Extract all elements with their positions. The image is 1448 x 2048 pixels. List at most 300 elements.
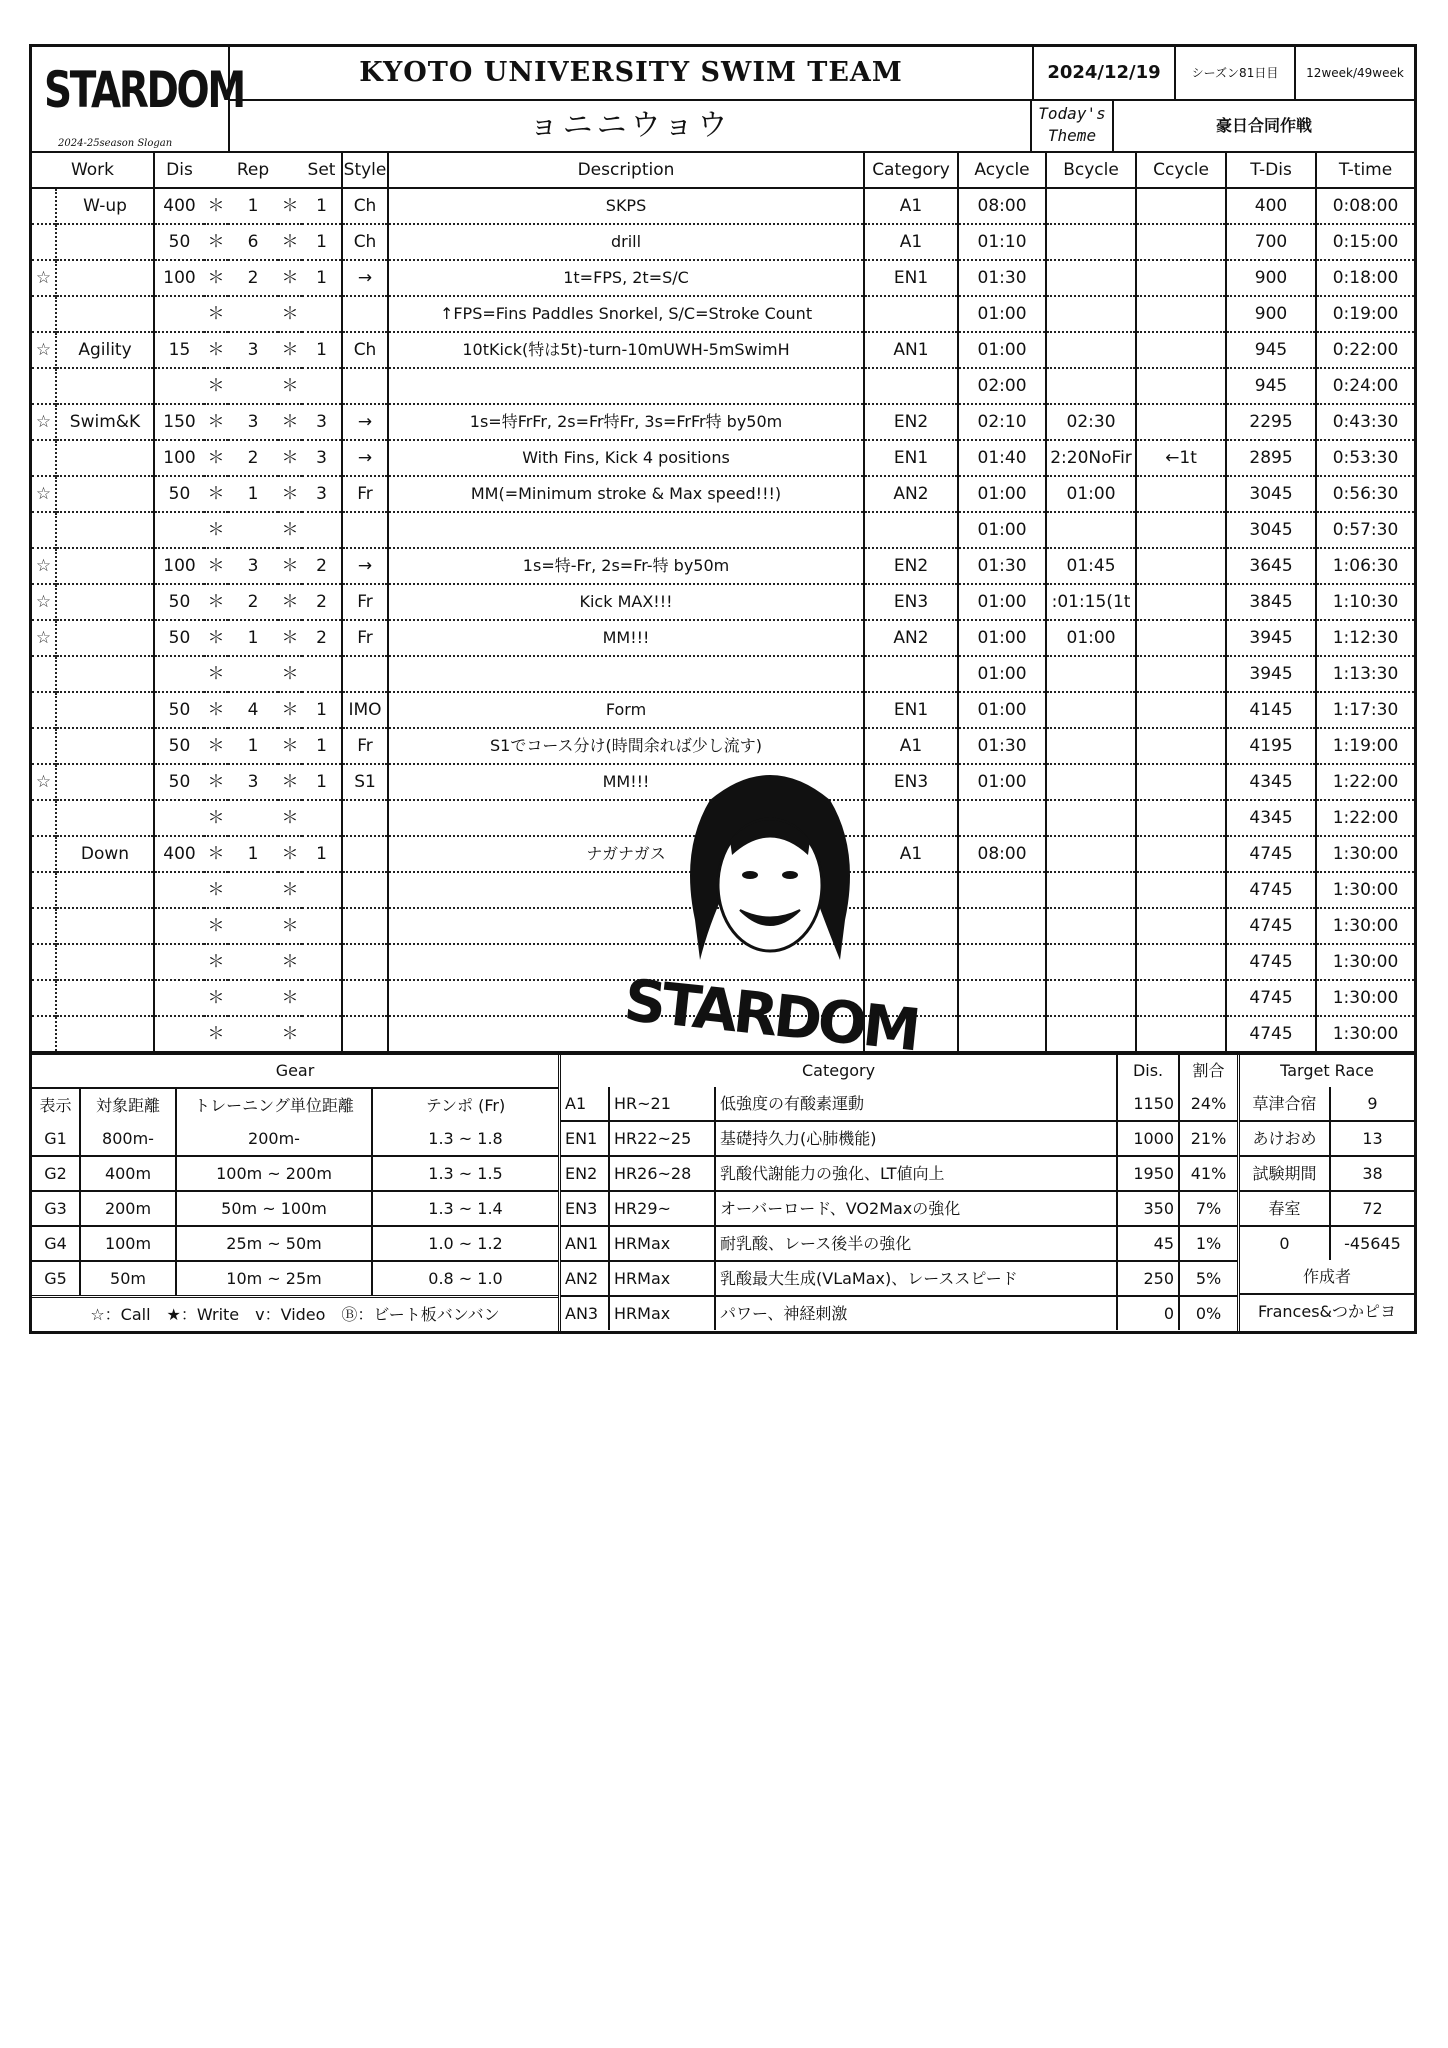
cell-x2: ＊ (281, 664, 299, 684)
cell-desc (388, 512, 864, 548)
cell-a: 01:00 (958, 656, 1046, 692)
category-cell: HRMax (609, 1296, 715, 1330)
cell-ttime: 1:30:00 (1332, 988, 1399, 1008)
cell-cat: AN2 (864, 476, 958, 512)
cell-set: 1 (302, 188, 342, 224)
col-ttime: T-time (1338, 160, 1393, 180)
cell-mark: ☆ (32, 260, 56, 296)
category-cell: AN1 (561, 1226, 609, 1261)
cell-a: 01:00 (958, 296, 1046, 332)
cell-c (1136, 260, 1226, 296)
cell-ttime: 1:30:00 (1332, 844, 1399, 864)
cell-style (342, 656, 388, 692)
gear-cell: 1.3 ~ 1.4 (372, 1191, 558, 1226)
cell-cat: EN2 (864, 404, 958, 440)
cell-style: → (342, 404, 388, 440)
cell-rep: 4 (247, 700, 259, 720)
cell-style (342, 296, 388, 332)
gear-cell: G1 (32, 1122, 80, 1156)
cell-mark (32, 908, 56, 944)
col-work: Work (32, 153, 154, 188)
category-cell: 21% (1179, 1121, 1237, 1156)
cell-work (56, 368, 154, 404)
cell-desc: ↑FPS=Fins Paddles Snorkel, S/C=Stroke Count (388, 296, 864, 332)
cell-ttime: 0:56:30 (1332, 484, 1399, 504)
cell-cat: EN2 (864, 548, 958, 584)
cell-cat: A1 (864, 188, 958, 224)
cell-ttime: 1:17:30 (1332, 700, 1399, 720)
cell-mark: ☆ (32, 620, 56, 656)
gear-cell: 1.3 ~ 1.8 (372, 1122, 558, 1156)
cell-x2: ＊ (281, 916, 299, 936)
cell-mark (32, 1016, 56, 1052)
cell-x1: ＊ (207, 340, 225, 360)
table-row (32, 224, 1414, 260)
cell-work (56, 800, 154, 836)
table-row (32, 548, 1414, 584)
gear-row (32, 1261, 558, 1297)
cell-ttime: 0:18:00 (1332, 268, 1399, 288)
cell-mark (32, 980, 56, 1016)
cell-style: → (342, 548, 388, 584)
col-tdis: T-Dis (1226, 153, 1316, 188)
cell-work (56, 584, 154, 620)
cell-c (1136, 872, 1226, 908)
cell-mark (32, 728, 56, 764)
cell-x1: ＊ (207, 484, 225, 504)
gear-cell: 400m (80, 1156, 176, 1191)
cell-work (56, 980, 154, 1016)
cell-x2: ＊ (281, 340, 299, 360)
category-cell: AN3 (561, 1296, 609, 1330)
cell-set (302, 908, 342, 944)
race-cell: 草津合宿 (1240, 1087, 1330, 1121)
workout-sheet (29, 44, 1417, 1334)
gear-row (32, 1191, 558, 1226)
cell-x1: ＊ (207, 664, 225, 684)
race-cell: 9 (1330, 1087, 1414, 1121)
race-row (1240, 1087, 1414, 1121)
cell-rep: 3 (247, 340, 259, 360)
cell-a: 02:10 (958, 404, 1046, 440)
cell-set: 3 (302, 440, 342, 476)
cell-desc: With Fins, Kick 4 positions (388, 440, 864, 476)
gear-cell: G5 (32, 1261, 80, 1297)
cell-style: IMO (342, 692, 388, 728)
col-style: Style (342, 153, 388, 188)
date: 2024/12/19 (1034, 47, 1176, 99)
gear-cell: 1.0 ~ 1.2 (372, 1226, 558, 1261)
race-cell: 38 (1330, 1156, 1414, 1191)
cell-tdis: 4345 (1226, 800, 1316, 836)
cell-dis: 50 (168, 592, 191, 612)
cell-work (56, 620, 154, 656)
race-cell: 0 (1240, 1226, 1330, 1260)
category-cell: 基礎持久力(心肺機能) (715, 1121, 1117, 1156)
cell-x1: ＊ (207, 268, 225, 288)
cell-ttime: 1:30:00 (1332, 916, 1399, 936)
race-row (1240, 1156, 1414, 1191)
race-cell: あけおめ (1240, 1121, 1330, 1156)
gear-cell: 50m (80, 1261, 176, 1297)
gear-row (32, 1122, 558, 1156)
cell-rep (228, 1016, 278, 1052)
category-cell: HR22~25 (609, 1121, 715, 1156)
cell-x2: ＊ (281, 736, 299, 756)
table-row (32, 476, 1414, 512)
cell-x2: ＊ (281, 520, 299, 540)
cell-x2: ＊ (281, 1024, 299, 1044)
category-cell: 1000 (1117, 1121, 1179, 1156)
cell-set: 1 (302, 764, 342, 800)
cell-x2: ＊ (281, 880, 299, 900)
cell-rep: 1 (247, 736, 259, 756)
cell-a: 01:00 (958, 476, 1046, 512)
col-dis: Dis (166, 160, 193, 180)
cell-style (342, 980, 388, 1016)
cell-set (302, 1016, 342, 1052)
category-row (561, 1261, 1237, 1296)
cell-b (1046, 944, 1136, 980)
cell-dis: 15 (168, 340, 191, 360)
cell-b: 2:20NoFir (1046, 440, 1136, 476)
cell-ttime: 1:30:00 (1332, 952, 1399, 972)
cell-style: → (342, 440, 388, 476)
cell-tdis: 4745 (1226, 980, 1316, 1016)
cell-c (1136, 368, 1226, 404)
category-cell: EN2 (561, 1156, 609, 1191)
col-acycle: Acycle (958, 153, 1046, 188)
cell-style: Fr (342, 620, 388, 656)
gear-h-unit: トレーニング単位距離 (176, 1088, 372, 1122)
race-cell: 春室 (1240, 1191, 1330, 1226)
cell-style (342, 908, 388, 944)
gear-cell: 0.8 ~ 1.0 (428, 1269, 503, 1288)
cell-ttime: 1:22:00 (1332, 808, 1399, 828)
cell-mark (32, 944, 56, 980)
cell-tdis: 3945 (1226, 620, 1316, 656)
cell-work (56, 224, 154, 260)
cell-dis (154, 368, 204, 404)
category-cell: 1% (1179, 1226, 1237, 1261)
cell-b (1046, 908, 1136, 944)
cell-a: 01:00 (958, 512, 1046, 548)
cell-x1: ＊ (207, 196, 225, 216)
race-row (1240, 1226, 1414, 1260)
cell-mark: ☆ (32, 404, 56, 440)
category-cell: パワー、神経刺激 (715, 1296, 1117, 1330)
race-title: Target Race (1280, 1061, 1374, 1080)
cell-x2: ＊ (281, 628, 299, 648)
cell-a: 01:00 (958, 620, 1046, 656)
cell-style (342, 872, 388, 908)
gear-cell: 100m (80, 1226, 176, 1261)
category-row (561, 1121, 1237, 1156)
cell-work (56, 728, 154, 764)
cell-desc: Form (388, 692, 864, 728)
cell-b (1046, 224, 1136, 260)
cell-rep (228, 908, 278, 944)
cell-c (1136, 692, 1226, 728)
cell-x1: ＊ (207, 376, 225, 396)
cell-cat: EN3 (864, 584, 958, 620)
cell-set (302, 872, 342, 908)
race-cell: -45645 (1344, 1234, 1401, 1253)
cell-tdis: 3945 (1226, 656, 1316, 692)
gear-h-tempo: テンポ (Fr) (425, 1096, 506, 1115)
cell-x2: ＊ (281, 952, 299, 972)
logo-box (32, 47, 244, 151)
cell-tdis: 4195 (1226, 728, 1316, 764)
cell-a: 01:40 (958, 440, 1046, 476)
col-bcycle: Bcycle (1046, 153, 1136, 188)
cell-rep: 3 (247, 412, 259, 432)
cell-tdis: 945 (1226, 368, 1316, 404)
cell-dis: 400 (163, 196, 196, 216)
cell-set: 3 (302, 476, 342, 512)
cell-x1: ＊ (207, 556, 225, 576)
cell-b (1046, 1016, 1136, 1052)
cell-c (1136, 296, 1226, 332)
category-cell: AN2 (561, 1261, 609, 1296)
cell-ttime: 1:19:00 (1332, 736, 1399, 756)
category-row (561, 1156, 1237, 1191)
cell-ttime: 1:30:00 (1332, 880, 1399, 900)
category-pct-header: 割合 (1192, 1061, 1225, 1080)
cell-x2: ＊ (281, 196, 299, 216)
category-cell: 45 (1117, 1226, 1179, 1261)
cell-a: 01:00 (958, 692, 1046, 728)
cell-x2: ＊ (281, 268, 299, 288)
cell-desc: 1t=FPS, 2t=S/C (388, 260, 864, 296)
cell-mark: ☆ (32, 476, 56, 512)
cell-tdis: 3645 (1226, 548, 1316, 584)
gear-h-label: 表示 (32, 1088, 80, 1122)
cell-a: 08:00 (958, 188, 1046, 224)
cell-dis (154, 908, 204, 944)
cell-x2: ＊ (281, 484, 299, 504)
cell-tdis: 4345 (1226, 764, 1316, 800)
cell-rep: 1 (247, 628, 259, 648)
cell-tdis: 400 (1226, 188, 1316, 224)
cell-rep (228, 296, 278, 332)
summary-section (32, 1053, 1414, 1331)
cell-set: 2 (302, 584, 342, 620)
cell-ttime: 0:57:30 (1332, 520, 1399, 540)
cell-b (1046, 872, 1136, 908)
cell-desc (388, 656, 864, 692)
team-title: KYOTO UNIVERSITY SWIM TEAM (230, 47, 1034, 99)
cell-cat: EN1 (864, 260, 958, 296)
cell-cat (864, 512, 958, 548)
cell-ttime: 1:10:30 (1332, 592, 1399, 612)
cell-x1: ＊ (207, 880, 225, 900)
gear-cell: 50m ~ 100m (176, 1191, 372, 1226)
cell-style: Fr (342, 584, 388, 620)
cell-c (1136, 764, 1226, 800)
cell-desc: MM!!! (388, 764, 864, 800)
cell-x2: ＊ (281, 808, 299, 828)
gear-cell: 200m (80, 1191, 176, 1226)
today-theme-label: Today's Theme (1032, 101, 1114, 151)
cell-mark: ☆ (32, 332, 56, 368)
cell-c (1136, 476, 1226, 512)
category-row (561, 1191, 1237, 1226)
cell-mark (32, 872, 56, 908)
cell-work (56, 656, 154, 692)
cell-c (1136, 728, 1226, 764)
cell-work: W-up (56, 188, 154, 224)
category-row (561, 1296, 1237, 1330)
category-cell: 乳酸最大生成(VLaMax)、レーススピード (715, 1261, 1117, 1296)
cell-b: 02:30 (1046, 404, 1136, 440)
cell-cat: AN1 (864, 332, 958, 368)
cell-rep: 3 (247, 556, 259, 576)
cell-tdis: 3045 (1226, 476, 1316, 512)
cell-dis: 400 (163, 844, 196, 864)
cell-b (1046, 296, 1136, 332)
cell-style (342, 1016, 388, 1052)
cell-mark (32, 224, 56, 260)
cell-x2: ＊ (281, 412, 299, 432)
cell-ttime: 0:22:00 (1332, 340, 1399, 360)
category-cell: 24% (1179, 1087, 1237, 1121)
cell-x2: ＊ (281, 772, 299, 792)
sheet-header (32, 47, 1414, 153)
cell-x2: ＊ (281, 304, 299, 324)
cell-set (302, 656, 342, 692)
gear-h-target: 対象距離 (80, 1088, 176, 1122)
cell-x2: ＊ (281, 556, 299, 576)
cell-x1: ＊ (207, 412, 225, 432)
table-row (32, 728, 1414, 764)
cell-ttime: 0:24:00 (1332, 376, 1399, 396)
week-count: 12week/49week (1306, 66, 1404, 80)
cell-c (1136, 584, 1226, 620)
cell-b: 01:00 (1046, 476, 1136, 512)
cell-tdis: 900 (1226, 296, 1316, 332)
cell-dis: 150 (163, 412, 196, 432)
cell-b: 01:45 (1046, 548, 1136, 584)
cell-tdis: 4745 (1226, 1016, 1316, 1052)
cell-b (1046, 764, 1136, 800)
cell-a (958, 944, 1046, 980)
cell-cat (864, 296, 958, 332)
gear-row (32, 1226, 558, 1261)
cell-ttime: 0:53:30 (1332, 448, 1399, 468)
category-cell: EN3 (561, 1191, 609, 1226)
cell-x1: ＊ (207, 772, 225, 792)
cell-x1: ＊ (207, 916, 225, 936)
cell-cat: A1 (864, 224, 958, 260)
col-set: Set (302, 153, 342, 188)
cell-set (302, 800, 342, 836)
col-rep: Rep (236, 160, 270, 180)
cell-desc: SKPS (388, 188, 864, 224)
cell-x1: ＊ (207, 808, 225, 828)
cell-ttime: 1:30:00 (1332, 1024, 1399, 1044)
cell-mark: ☆ (32, 764, 56, 800)
cell-tdis: 945 (1226, 332, 1316, 368)
cell-c (1136, 944, 1226, 980)
category-cell: オーバーロード、VO2Maxの強化 (715, 1191, 1117, 1226)
category-cell: 5% (1179, 1261, 1237, 1296)
cell-tdis: 700 (1226, 224, 1316, 260)
cell-desc: drill (388, 224, 864, 260)
cell-set: 2 (302, 620, 342, 656)
cell-style: Ch (342, 224, 388, 260)
category-cell: A1 (561, 1087, 609, 1121)
cell-b: :01:15(1t (1046, 584, 1136, 620)
cell-rep: 2 (247, 448, 259, 468)
category-panel (561, 1055, 1240, 1331)
cell-a: 01:00 (958, 764, 1046, 800)
table-row (32, 692, 1414, 728)
cell-a: 01:30 (958, 728, 1046, 764)
cell-b (1046, 656, 1136, 692)
cell-b (1046, 692, 1136, 728)
cell-mark: ☆ (32, 548, 56, 584)
cell-style (342, 368, 388, 404)
cell-work (56, 548, 154, 584)
cell-ttime: 0:15:00 (1332, 232, 1399, 252)
cell-cat (864, 368, 958, 404)
gear-cell: 200m- (176, 1122, 372, 1156)
cell-work (56, 512, 154, 548)
category-cell: HR~21 (609, 1087, 715, 1121)
cell-rep (228, 800, 278, 836)
cell-dis (154, 944, 204, 980)
cell-c (1136, 620, 1226, 656)
cell-x1: ＊ (207, 232, 225, 252)
table-row (32, 188, 1414, 224)
cell-c: ←1t (1136, 440, 1226, 476)
cell-cat: A1 (864, 728, 958, 764)
author-label: 作成者 (1240, 1260, 1414, 1294)
category-cell: 0 (1117, 1296, 1179, 1330)
cell-x1: ＊ (207, 952, 225, 972)
cell-work (56, 764, 154, 800)
cell-dis: 100 (163, 268, 196, 288)
cell-mark (32, 188, 56, 224)
cell-x1: ＊ (207, 844, 225, 864)
table-row (32, 296, 1414, 332)
cell-tdis: 4745 (1226, 872, 1316, 908)
cell-rep (228, 980, 278, 1016)
table-row (32, 368, 1414, 404)
gear-cell: 25m ~ 50m (176, 1226, 372, 1261)
cell-c (1136, 332, 1226, 368)
cell-ttime: 1:13:30 (1332, 664, 1399, 684)
gear-title: Gear (32, 1055, 558, 1088)
cell-dis (154, 296, 204, 332)
cell-c (1136, 512, 1226, 548)
cell-c (1136, 800, 1226, 836)
cell-dis: 50 (168, 232, 191, 252)
cell-mark: ☆ (32, 584, 56, 620)
cell-b (1046, 260, 1136, 296)
cell-b (1046, 728, 1136, 764)
cell-dis: 50 (168, 484, 191, 504)
race-row (1240, 1121, 1414, 1156)
cell-ttime: 1:12:30 (1332, 628, 1399, 648)
legend: ☆：Call ★：Write v：Video Ⓑ：ビート板バンバン (32, 1297, 558, 1332)
cell-rep: 1 (247, 484, 259, 504)
cell-x2: ＊ (281, 592, 299, 612)
cell-dis (154, 656, 204, 692)
cell-desc (388, 368, 864, 404)
table-row (32, 332, 1414, 368)
